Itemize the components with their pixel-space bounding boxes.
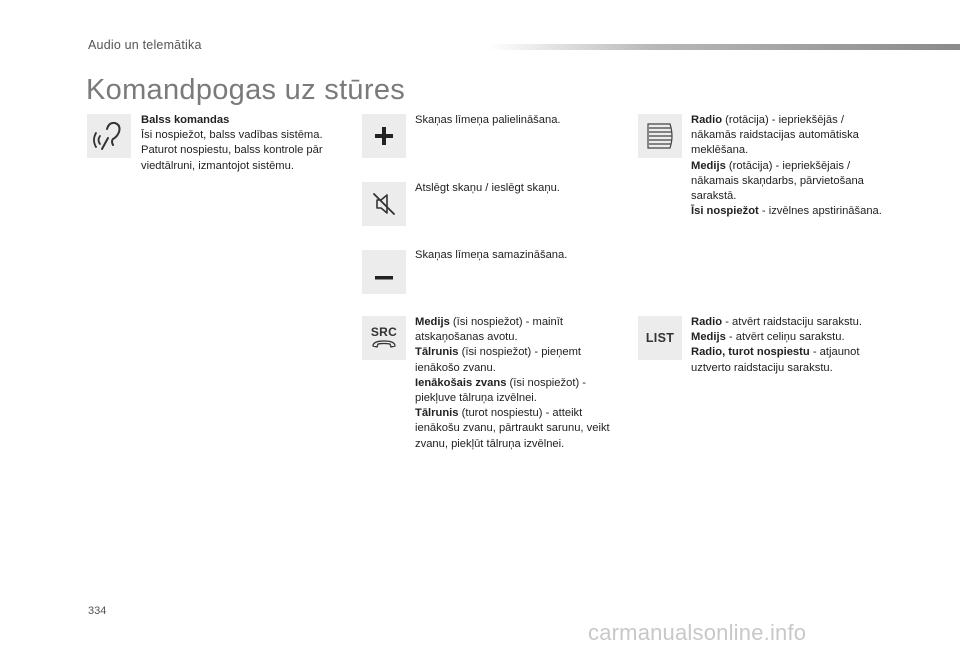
plus-icon <box>372 124 396 148</box>
src-line-3: Ienākošais zvans (īsi nospiežot) - piekļuve tālruņa izvēlnei. <box>415 376 587 405</box>
thumbwheel-line-3: Īsi nospiežot - izvēlnes apstirināšana. <box>691 205 882 218</box>
mute-button <box>362 182 406 226</box>
volume-up-button <box>362 114 406 158</box>
src-description <box>415 315 615 452</box>
src-icon <box>371 326 397 350</box>
volume-down-button <box>362 250 406 294</box>
voice-command-title: Balss komandas <box>141 114 230 126</box>
src-line-4: Tālrunis (turot nospiestu) - atteikt ienākošu zvanu, pārtraukt sarunu, veikt zvanu, piekļūt tālruņa izvēlnei. <box>415 407 610 450</box>
voice-command-text: Īsi nospiežot, balss vadības sistēma. Paturot nospiestu, balss kontrole pār viedtālruni, izmantojot sistēmu. <box>141 129 323 172</box>
thumbwheel-line-2: Medijs (rotācija) - iepriekšējais / nākamais skaņdarbs, pārvietošana sarakstā. <box>691 159 864 203</box>
voice-command-icon <box>92 119 126 153</box>
page-number: 334 <box>88 605 107 617</box>
page-title: Komandpogas uz stūres <box>86 74 406 106</box>
src-line-1: Medijs (īsi nospiežot) - mainīt atskaņošanas avotu. <box>415 316 563 344</box>
thumbwheel-line-1: Radio (rotācija) - iepriekšējās / nākamās raidstacijas automātiska meklēšana. <box>691 114 859 157</box>
list-line-2: Medijs - atvērt celiņu sarakstu. <box>691 331 845 344</box>
list-line-3: Radio, turot nospiestu - atjaunot uztverto raidstaciju sarakstu. <box>691 346 860 374</box>
list-button <box>638 316 682 360</box>
list-line-1: Radio - atvērt raidstaciju sarakstu. <box>691 316 862 328</box>
list-icon-label: LIST <box>645 331 675 345</box>
thumbwheel-description <box>691 113 891 219</box>
voice-command-description <box>141 113 351 174</box>
src-icon-label: SRC <box>370 325 398 339</box>
src-button <box>362 316 406 360</box>
minus-icon <box>372 260 396 284</box>
volume-up-description: Skaņas līmeņa palielināšana. <box>415 114 561 126</box>
thumbwheel-button <box>638 114 682 158</box>
header-bar <box>488 44 960 50</box>
thumbwheel-icon <box>644 121 676 151</box>
section-label: Audio un telemātika <box>88 38 202 52</box>
mute-description: Atslēgt skaņu / ieslēgt skaņu. <box>415 182 560 194</box>
voice-command-button <box>87 114 131 158</box>
watermark: carmanualsonline.info <box>588 620 807 645</box>
src-line-2: Tālrunis (īsi nospiežot) - pieņemt ienākošo zvanu. <box>415 346 582 374</box>
mute-icon <box>369 189 399 219</box>
list-description <box>691 315 891 376</box>
volume-down-description: Skaņas līmeņa samazināšana. <box>415 249 568 261</box>
phone-handset-icon <box>371 338 397 350</box>
